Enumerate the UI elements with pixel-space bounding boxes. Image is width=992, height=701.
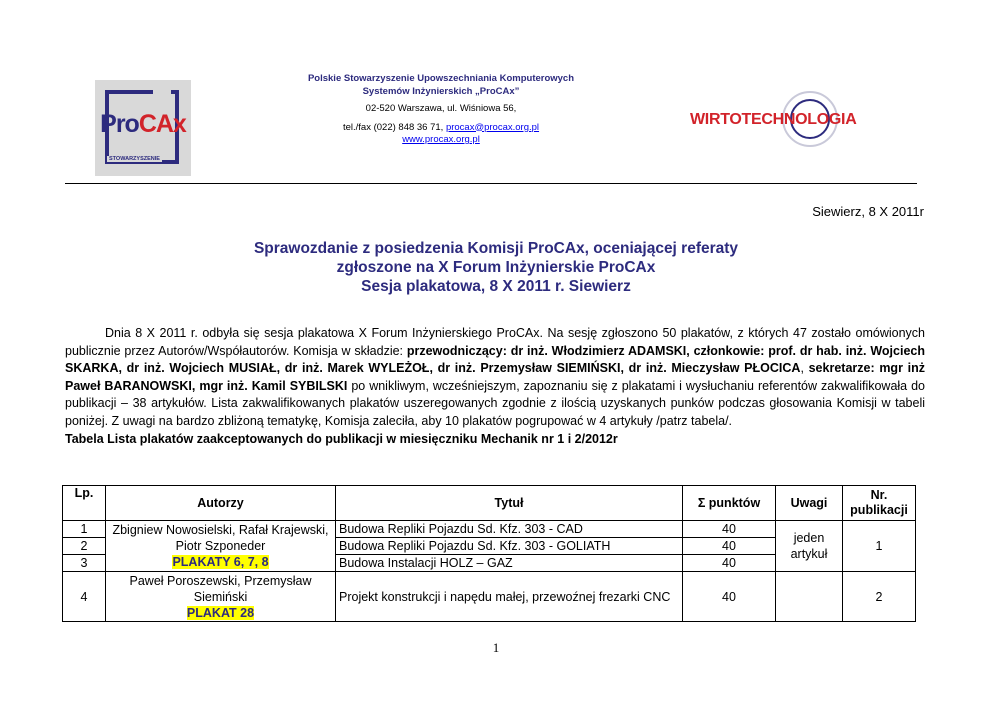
table-row [63,572,916,622]
cell-notes [776,572,843,622]
header-pubno: Nr. publikacji [843,486,916,521]
header-divider [65,183,917,184]
cell-points: 40 [683,521,776,538]
cell-title: Budowa Repliki Pojazdu Sd. Kfz. 303 - CAD [336,521,683,538]
header-lp: Lp. [63,486,106,521]
logo-frame-gap [153,88,171,98]
paragraph-text-a: Dnia 8 X 2011 r. odbyła się sesja plakatowa X Forum Inżynierskiego ProCAx. Na sesję zgłoszono 50 plakatów, z których 47 zostało omówionych publicznie przez Autorów/Współautorów. Komisja w składzie: [65,326,925,358]
wirtotechnologia-logo [690,93,880,143]
poster-badge: PLAKATY 6, 7, 8 [172,555,269,569]
cell-lp: 4 [63,572,106,622]
table-header-row [63,486,916,521]
org-contact [256,122,626,135]
authors-names: Paweł Poroszewski, Przemysław Siemiński [129,573,312,604]
org-name-line2: Systemów Inżynierskich „ProCAx” [362,85,520,97]
cell-points: 40 [683,572,776,622]
document-title [150,239,842,296]
logo-brand [95,110,191,139]
email-link[interactable]: procax@procax.org.pl [445,121,540,133]
procax-logo [95,80,191,176]
wirtotechnologia-text: WIRTOTECHNOLOGIA [690,111,857,128]
logo-brand-cax: CAx [138,110,186,138]
cell-lp: 1 [63,521,106,538]
report-paragraph [65,325,925,431]
cell-title: Budowa Instalacji HOLZ – GAZ [336,555,683,572]
cell-title: Projekt konstrukcji i napędu małej, przewoźnej frezarki CNC [336,572,683,622]
cell-pubno: 1 [843,521,916,572]
cell-pubno: 2 [843,572,916,622]
cell-lp: 2 [63,538,106,555]
header-notes: Uwagi [776,486,843,521]
page-number: 1 [492,640,500,655]
report-body [65,325,925,448]
org-phone: tel./fax (022) 848 36 71, [342,121,444,133]
cell-points: 40 [683,555,776,572]
org-address: 02-520 Warszawa, ul. Wiśniowa 56, [365,103,517,114]
authors-names: Zbigniew Nowosielski, Rafał Krajewski, Piotr Szponeder [112,523,329,553]
header-title: Tytuł [336,486,683,521]
organization-header [256,73,626,147]
header-points: Σ punktów [683,486,776,521]
cell-lp: 3 [63,555,106,572]
website-link[interactable]: www.procax.org.pl [402,134,480,145]
title-line2: zgłoszone na X Forum Inżynierskie ProCAx [336,259,656,276]
cell-title: Budowa Repliki Pojazdu Sd. Kfz. 303 - GOLIATH [336,538,683,555]
committee-members: przewodniczący: dr inż. Włodzimierz ADAMSKI, członkowie: prof. dr hab. inż. Wojciech SKARKA, dr inż. Wojciech MUSIAŁ, dr inż. Marek WYLEŻOŁ, dr inż. Przemysław SIEMIŃSKI, dr inż. Mieczysław PŁOCICA [65,343,925,376]
table-caption: Tabela Lista plakatów zaakceptowanych do publikacji w miesięczniku Mechanik nr 1 i 2/2012r [65,431,618,446]
logo-subtitle: STOWARZYSZENIE [109,156,160,162]
posters-table [62,485,916,622]
poster-badge: PLAKAT 28 [186,605,255,620]
document-date: Siewierz, 8 X 2011r [812,204,924,219]
paragraph-text-b: po wnikliwym, wcześniejszym, zapoznaniu się z plakatami i wysłuchaniu referentów zakwalifikowała do publikacji – 38 artykułów. Lista zakwalifikowanych plakatów uszeregowanych zgodnie z ilością uzyskanych punków podczas głosowania Komisji w tabeli poniżej. Z uwagi na bardzo zbliżoną tematykę, Komisja zaleciła, aby 10 plakatów pogrupować w 4 artykuły /patrz tabela/. [65,378,926,428]
cell-points: 40 [683,538,776,555]
logo-brand-pro: Pro [100,110,139,138]
committee-secretaries: sekretarze: mgr inż Paweł BARANOWSKI, mgr inż. Kamil SYBILSKI [65,361,925,393]
cell-notes: jeden artykuł [776,521,843,572]
org-name-line1: Polskie Stowarzyszenie Upowszechniania Komputerowych [307,73,575,84]
paragraph-separator: , [800,361,809,376]
title-line1: Sprawozdanie z posiedzenia Komisji ProCAx, oceniającej referaty [253,240,739,257]
cell-authors [106,521,336,572]
title-line3: Sesja plakatowa, 8 X 2011 r. Siewierz [361,278,631,295]
header-authors: Autorzy [106,486,336,521]
table-row [63,521,916,538]
cell-authors [106,572,336,622]
